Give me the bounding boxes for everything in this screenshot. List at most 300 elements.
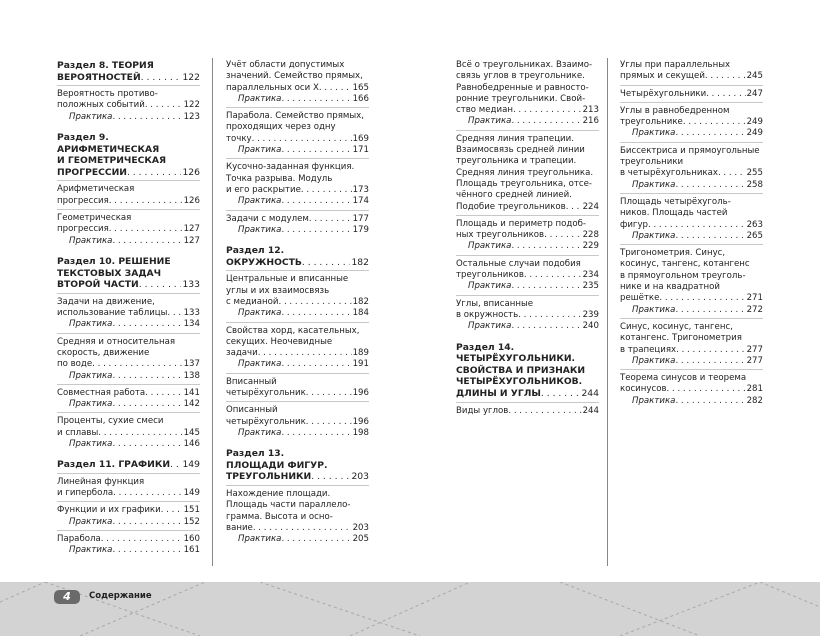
footer-title: Содержание bbox=[89, 591, 152, 601]
toc-entry-line bbox=[456, 156, 599, 167]
toc-entry-title: в прямоугольном треуголь- bbox=[620, 270, 746, 281]
practice-label: Практика bbox=[632, 128, 676, 139]
toc-entry-line bbox=[226, 245, 369, 257]
dot-leader bbox=[306, 388, 352, 399]
toc-page-number: 127 bbox=[183, 235, 200, 246]
toc-entry-title: Всё о треугольниках. Взаимо- bbox=[456, 60, 593, 70]
toc-entry-title: Центральные и вписанные bbox=[226, 274, 349, 285]
toc-entry-title: проходящих через одну bbox=[226, 122, 336, 133]
dot-leader bbox=[281, 94, 351, 105]
toc-entry[interactable] bbox=[456, 402, 599, 419]
dot-leader bbox=[675, 356, 745, 367]
toc-entry-line bbox=[620, 220, 763, 231]
toc-page-number: 224 bbox=[582, 201, 599, 212]
toc-page-number: 133 bbox=[182, 279, 200, 291]
toc-entry-line bbox=[57, 89, 200, 100]
toc-entry-title: треугольника и трапеции. bbox=[456, 156, 577, 167]
toc-entry-line bbox=[620, 384, 763, 395]
toc-page-number: 277 bbox=[746, 355, 763, 366]
dot-leader bbox=[112, 439, 182, 450]
toc-entry-title: ронние треугольники. Свой- bbox=[456, 93, 586, 104]
toc-entry[interactable] bbox=[456, 215, 599, 255]
toc-practice-entry[interactable] bbox=[57, 112, 200, 123]
toc-entry[interactable] bbox=[226, 158, 369, 209]
page-number-badge: 4 bbox=[54, 590, 80, 604]
dot-leader bbox=[683, 117, 746, 128]
toc-entry-title: Описанный bbox=[226, 405, 278, 416]
practice-label: Практика bbox=[69, 370, 113, 381]
dot-leader bbox=[281, 534, 351, 545]
toc-practice-entry[interactable] bbox=[57, 439, 200, 450]
toc-entry-line bbox=[226, 83, 369, 94]
toc-practice-entry[interactable] bbox=[456, 281, 599, 292]
toc-practice-entry[interactable] bbox=[226, 145, 369, 156]
practice-label: Практика bbox=[632, 355, 676, 366]
toc-entry-line bbox=[57, 388, 200, 399]
toc-page-number: 160 bbox=[183, 534, 200, 545]
toc-entry[interactable] bbox=[226, 401, 369, 441]
toc-entry-line bbox=[456, 219, 599, 230]
toc-entry-title: Углы при параллельных bbox=[620, 60, 731, 70]
toc-entry[interactable] bbox=[57, 530, 200, 559]
toc-page-number: 146 bbox=[183, 438, 200, 449]
toc-entry[interactable] bbox=[456, 130, 599, 215]
toc-entry[interactable] bbox=[620, 318, 763, 369]
toc-practice-entry[interactable] bbox=[226, 359, 369, 370]
dot-leader bbox=[301, 185, 352, 196]
toc-page-number: 249 bbox=[746, 117, 763, 128]
toc-page-number: 179 bbox=[352, 224, 369, 235]
toc-entry[interactable] bbox=[57, 473, 200, 502]
toc-page-number: 239 bbox=[582, 309, 599, 320]
toc-entry-title: Кусочно-заданная функция. bbox=[226, 162, 355, 173]
toc-entry[interactable] bbox=[57, 293, 200, 333]
column-divider bbox=[212, 58, 213, 566]
toc-entry-title: Теорема синусов и теорема bbox=[620, 373, 747, 384]
toc-entry-line bbox=[226, 71, 369, 82]
toc-page-number: 127 bbox=[183, 224, 200, 235]
toc-column-2 bbox=[226, 60, 369, 547]
toc-entry[interactable] bbox=[456, 295, 599, 335]
dot-leader bbox=[508, 406, 581, 417]
toc-entry[interactable] bbox=[57, 412, 200, 452]
dot-leader bbox=[252, 134, 352, 145]
toc-entry-line bbox=[226, 523, 369, 534]
toc-page-number: 203 bbox=[351, 471, 369, 483]
toc-entry-line bbox=[57, 505, 200, 516]
dot-leader bbox=[113, 488, 182, 499]
toc-entry[interactable] bbox=[226, 270, 369, 321]
toc-entry-line bbox=[620, 208, 763, 219]
toc-entry-title: треугольнике bbox=[620, 117, 683, 128]
toc-page-number: 149 bbox=[183, 488, 200, 499]
toc-entry-line bbox=[226, 337, 369, 348]
toc-entry-title: Учёт области допустимых bbox=[226, 60, 345, 70]
toc-practice-entry[interactable] bbox=[226, 94, 369, 105]
toc-page-number: 142 bbox=[183, 399, 200, 410]
dot-leader bbox=[112, 545, 182, 556]
toc-entry[interactable] bbox=[57, 180, 200, 209]
dot-leader bbox=[258, 348, 352, 359]
dot-leader bbox=[281, 308, 351, 319]
dot-leader bbox=[112, 517, 182, 528]
practice-label: Практика bbox=[468, 321, 512, 332]
toc-page-number: 216 bbox=[582, 116, 599, 127]
dot-leader bbox=[145, 100, 183, 111]
toc-entry-title: грамма. Высота и осно- bbox=[226, 511, 333, 522]
toc-entry-title: в окружность bbox=[456, 309, 519, 320]
toc-entry-title: углы и их взаимосвязь bbox=[226, 285, 330, 296]
toc-entry[interactable] bbox=[57, 501, 200, 530]
toc-entry-line bbox=[57, 196, 200, 207]
toc-entry-title: Площадь треугольника, отсе- bbox=[456, 178, 592, 189]
toc-page-number: 149 bbox=[182, 459, 200, 471]
toc-entry-title: Раздел 14. bbox=[456, 341, 515, 353]
toc-practice-entry[interactable] bbox=[57, 319, 200, 330]
dot-leader bbox=[541, 388, 581, 400]
toc-entry-title: и гипербола bbox=[57, 488, 114, 499]
toc-entry[interactable] bbox=[620, 102, 763, 142]
dot-leader bbox=[112, 399, 182, 410]
toc-entry-line bbox=[620, 373, 763, 384]
toc-entry-line bbox=[620, 333, 763, 344]
dot-leader bbox=[127, 167, 181, 179]
toc-entry[interactable] bbox=[620, 60, 763, 85]
toc-entry-line bbox=[57, 256, 200, 268]
toc-entry[interactable] bbox=[226, 60, 369, 107]
dot-leader bbox=[311, 471, 350, 483]
toc-entry-title: Взаимосвязь средней линии bbox=[456, 145, 585, 156]
toc-section-heading[interactable] bbox=[57, 125, 200, 180]
toc-entry-line bbox=[226, 174, 369, 185]
toc-entry-line bbox=[456, 259, 599, 270]
toc-entry-title: Углы, вписанные bbox=[456, 298, 534, 309]
dot-leader bbox=[109, 224, 183, 235]
practice-label: Практика bbox=[69, 516, 113, 527]
toc-entry-title: Раздел 11. ГРАФИКИ bbox=[57, 459, 171, 471]
toc-entry[interactable] bbox=[226, 322, 369, 373]
dot-leader bbox=[511, 116, 581, 127]
toc-entry[interactable] bbox=[620, 193, 763, 244]
toc-practice-entry[interactable] bbox=[456, 116, 599, 127]
dot-leader bbox=[281, 428, 351, 439]
toc-entry-title: Точка разрыва. Модуль bbox=[226, 173, 333, 184]
dot-leader bbox=[109, 196, 183, 207]
toc-entry-title: Тригонометрия. Синус, bbox=[620, 248, 726, 259]
toc-entry-line bbox=[226, 214, 369, 225]
dot-leader bbox=[718, 168, 746, 179]
toc-entry-line bbox=[620, 89, 763, 100]
toc-entry-line bbox=[620, 157, 763, 168]
toc-entry-title: Виды углов bbox=[456, 405, 509, 416]
toc-page-number: 134 bbox=[183, 319, 200, 330]
toc-entry-title: косинус, тангенс, котангенс bbox=[620, 259, 750, 270]
toc-entry-title: четырёхугольник bbox=[226, 388, 306, 399]
toc-practice-entry[interactable] bbox=[57, 399, 200, 410]
toc-page-number: 247 bbox=[746, 88, 763, 99]
toc-entry-title: Раздел 8. ТЕОРИЯ bbox=[57, 60, 154, 71]
toc-entry[interactable] bbox=[456, 60, 599, 130]
dot-leader bbox=[675, 231, 745, 242]
dot-leader bbox=[112, 112, 182, 123]
toc-entry[interactable] bbox=[226, 210, 369, 239]
toc-practice-entry[interactable] bbox=[226, 308, 369, 319]
toc-page-number: 249 bbox=[746, 128, 763, 139]
toc-page-number: 240 bbox=[582, 321, 599, 332]
toc-page-number: 126 bbox=[183, 195, 200, 206]
toc-entry-line bbox=[620, 271, 763, 282]
dot-leader bbox=[112, 371, 182, 382]
dot-leader bbox=[101, 534, 183, 545]
toc-entry-line bbox=[57, 100, 200, 111]
toc-entry-line bbox=[456, 230, 599, 241]
toc-entry-line bbox=[226, 297, 369, 308]
toc-entry-line bbox=[57, 488, 200, 499]
toc-entry-line bbox=[57, 337, 200, 348]
toc-entry-title: Проценты, сухие смеси bbox=[57, 416, 164, 427]
toc-page-number: 151 bbox=[183, 505, 200, 516]
toc-entry-line bbox=[57, 477, 200, 488]
toc-practice-entry[interactable] bbox=[57, 236, 200, 247]
toc-entry-title: Геометрическая bbox=[57, 213, 132, 224]
toc-entry-title: Арифметическая bbox=[57, 184, 135, 195]
toc-entry-line bbox=[226, 460, 369, 472]
toc-entry-line bbox=[57, 60, 200, 72]
toc-entry-title: Площадь части параллело- bbox=[226, 500, 351, 511]
toc-entry-line bbox=[226, 122, 369, 133]
toc-entry-title: прогрессия bbox=[57, 224, 109, 235]
toc-page-number: 165 bbox=[352, 82, 369, 93]
toc-entry-title: четырёхугольник bbox=[226, 416, 306, 427]
toc-entry-line bbox=[456, 145, 599, 156]
toc-entry[interactable] bbox=[226, 107, 369, 158]
toc-entry-title: скорость, движение bbox=[57, 347, 150, 358]
dot-leader bbox=[675, 396, 745, 407]
toc-entry-title: чённого средней линией. bbox=[456, 190, 572, 201]
toc-entry-line bbox=[456, 190, 599, 201]
toc-entry-line bbox=[620, 259, 763, 270]
toc-entry[interactable] bbox=[456, 255, 599, 295]
toc-entry-title: Площадь и периметр подоб- bbox=[456, 218, 587, 229]
toc-entry-line bbox=[456, 365, 599, 377]
toc-page-number: 282 bbox=[746, 395, 763, 406]
toc-entry-line bbox=[226, 388, 369, 399]
toc-practice-entry[interactable] bbox=[226, 428, 369, 439]
toc-entry-line bbox=[226, 326, 369, 337]
dot-leader bbox=[278, 297, 351, 308]
dot-leader bbox=[511, 321, 581, 332]
toc-entry-title: ВТОРОЙ ЧАСТИ bbox=[57, 279, 139, 291]
toc-entry-line bbox=[620, 60, 763, 71]
toc-page-number: 244 bbox=[582, 405, 599, 416]
toc-entry-line bbox=[620, 71, 763, 82]
toc-entry-line bbox=[456, 105, 599, 116]
toc-entry[interactable] bbox=[57, 209, 200, 249]
toc-page-number: 277 bbox=[746, 344, 763, 355]
toc-entry-title: Средняя и относительная bbox=[57, 336, 176, 347]
toc-column-3 bbox=[456, 60, 599, 419]
toc-practice-entry[interactable] bbox=[57, 545, 200, 556]
toc-entry[interactable] bbox=[620, 85, 763, 102]
toc-page-number: 258 bbox=[746, 179, 763, 190]
toc-entry-line bbox=[226, 405, 369, 416]
toc-page-number: 171 bbox=[352, 145, 369, 156]
toc-entry-title: нике и на квадратной bbox=[620, 282, 720, 293]
toc-practice-entry[interactable] bbox=[620, 305, 763, 316]
toc-entry-line bbox=[620, 322, 763, 333]
toc-page-number: 228 bbox=[582, 230, 599, 241]
toc-entry-title: Остальные случаи подобия bbox=[456, 258, 581, 269]
toc-entry-title: ТЕКСТОВЫХ ЗАДАЧ bbox=[57, 267, 162, 279]
toc-entry-title: и сплавы bbox=[57, 427, 99, 438]
dot-leader bbox=[675, 128, 745, 139]
dot-leader bbox=[309, 214, 352, 225]
practice-label: Практика bbox=[69, 319, 113, 330]
toc-entry[interactable] bbox=[57, 333, 200, 384]
toc-practice-entry[interactable] bbox=[226, 196, 369, 207]
toc-entry-title: и его раскрытие bbox=[226, 184, 301, 195]
toc-practice-entry[interactable] bbox=[620, 128, 763, 139]
toc-section-heading[interactable] bbox=[57, 452, 200, 473]
toc-entry-title: Раздел 9. bbox=[57, 132, 109, 144]
toc-practice-entry[interactable] bbox=[620, 396, 763, 407]
toc-page-number: 145 bbox=[183, 427, 200, 438]
toc-section-heading[interactable] bbox=[57, 249, 200, 293]
toc-entry-line bbox=[456, 299, 599, 310]
toc-entry[interactable] bbox=[57, 85, 200, 125]
dot-leader bbox=[518, 310, 581, 321]
toc-practice-entry[interactable] bbox=[57, 517, 200, 528]
toc-entry-line bbox=[456, 83, 599, 94]
toc-entry-line bbox=[57, 359, 200, 370]
dot-leader bbox=[139, 279, 182, 291]
practice-label: Практика bbox=[468, 241, 512, 252]
toc-entry-title: точку bbox=[226, 133, 252, 144]
toc-entry-line bbox=[57, 144, 200, 156]
toc-entry-line bbox=[226, 512, 369, 523]
practice-label: Практика bbox=[238, 145, 282, 156]
toc-entry-line bbox=[620, 248, 763, 259]
dot-leader bbox=[281, 359, 351, 370]
toc-page-number: 137 bbox=[183, 359, 200, 370]
toc-entry-line bbox=[456, 134, 599, 145]
practice-label: Практика bbox=[69, 438, 113, 449]
toc-entry-title: котангенс. Тригонометрия bbox=[620, 333, 742, 344]
toc-entry-line bbox=[226, 185, 369, 196]
toc-page-number: 281 bbox=[746, 384, 763, 395]
toc-practice-entry[interactable] bbox=[620, 356, 763, 367]
dot-leader bbox=[676, 345, 745, 356]
toc-page-number: 177 bbox=[352, 213, 369, 224]
toc-entry-line bbox=[226, 60, 369, 71]
toc-entry-title: ТРЕУГОЛЬНИКИ bbox=[226, 471, 312, 483]
toc-entry-title: Свойства хорд, касательных, bbox=[226, 325, 360, 336]
toc-section-heading[interactable] bbox=[456, 335, 599, 402]
dot-leader bbox=[281, 225, 351, 236]
toc-entry-line bbox=[57, 184, 200, 195]
toc-entry[interactable] bbox=[57, 384, 200, 413]
toc-entry-title: Раздел 13. bbox=[226, 448, 285, 460]
toc-entry-title: параллельных оси X bbox=[226, 82, 319, 93]
toc-entry-line bbox=[226, 162, 369, 173]
toc-entry-title: Средняя линия треугольника. bbox=[456, 167, 594, 178]
toc-entry-title: Функции и их графики bbox=[57, 505, 161, 516]
toc-entry-line bbox=[226, 471, 369, 483]
dot-leader bbox=[170, 459, 181, 471]
practice-label: Практика bbox=[238, 427, 282, 438]
toc-entry-line bbox=[57, 167, 200, 179]
dot-leader bbox=[511, 281, 581, 292]
toc-entry-line bbox=[226, 500, 369, 511]
toc-entry-title: Задачи на движение, bbox=[57, 296, 155, 307]
toc-entry-title: связь углов в треугольнике. bbox=[456, 71, 585, 82]
toc-practice-entry[interactable] bbox=[226, 225, 369, 236]
toc-entry-title: Нахождение площади. bbox=[226, 488, 331, 499]
toc-entry-title: с медианой bbox=[226, 296, 279, 307]
toc-entry-title: Задачи с модулем bbox=[226, 213, 309, 224]
toc-entry-line bbox=[226, 448, 369, 460]
toc-section-heading[interactable] bbox=[57, 60, 200, 85]
toc-entry-title: СВОЙСТВА И ПРИЗНАКИ bbox=[456, 364, 586, 376]
toc-page-number: 244 bbox=[581, 387, 599, 399]
toc-entry[interactable] bbox=[620, 369, 763, 409]
toc-page-number: 245 bbox=[746, 71, 763, 82]
toc-section-heading[interactable] bbox=[226, 238, 369, 270]
toc-entry-line bbox=[456, 353, 599, 365]
toc-entry[interactable] bbox=[226, 485, 369, 547]
toc-entry-title: задачи bbox=[226, 348, 258, 359]
toc-practice-entry[interactable] bbox=[456, 321, 599, 332]
toc-entry-title: положных событий bbox=[57, 100, 145, 111]
toc-entry[interactable] bbox=[620, 244, 763, 318]
toc-practice-entry[interactable] bbox=[456, 241, 599, 252]
toc-entry-title: Вписанный bbox=[226, 376, 277, 387]
toc-entry-line bbox=[226, 257, 369, 269]
practice-label: Практика bbox=[238, 534, 282, 545]
toc-entry-title: Вероятность противо- bbox=[57, 89, 158, 100]
toc-practice-entry[interactable] bbox=[226, 534, 369, 545]
toc-entry-line bbox=[620, 197, 763, 208]
practice-label: Практика bbox=[238, 308, 282, 319]
toc-entry-title: ЧЕТЫРЁХУГОЛЬНИКИ. bbox=[456, 353, 576, 365]
practice-label: Практика bbox=[69, 545, 113, 556]
toc-page-number: 184 bbox=[352, 308, 369, 319]
toc-practice-entry[interactable] bbox=[620, 180, 763, 191]
toc-entry-title: в четырёхугольниках bbox=[620, 168, 718, 179]
toc-entry[interactable] bbox=[620, 142, 763, 193]
toc-page-number: 122 bbox=[183, 100, 200, 111]
toc-practice-entry[interactable] bbox=[620, 231, 763, 242]
toc-entry[interactable] bbox=[226, 373, 369, 402]
toc-entry-line bbox=[57, 428, 200, 439]
toc-column-1 bbox=[57, 60, 200, 559]
toc-entry-line bbox=[57, 268, 200, 280]
toc-entry-line bbox=[620, 293, 763, 304]
toc-entry-line bbox=[456, 71, 599, 82]
toc-entry-title: ных треугольников bbox=[456, 230, 545, 241]
toc-entry-title: значений. Семейство прямых, bbox=[226, 71, 363, 82]
toc-section-heading[interactable] bbox=[226, 441, 369, 485]
toc-entry-line bbox=[57, 72, 200, 84]
toc-entry-title: Площадь четырёхуголь- bbox=[620, 196, 731, 207]
dot-leader bbox=[544, 230, 581, 241]
practice-label: Практика bbox=[238, 196, 282, 207]
dot-leader bbox=[112, 319, 182, 330]
toc-entry-line bbox=[620, 168, 763, 179]
toc-practice-entry[interactable] bbox=[57, 371, 200, 382]
dot-leader bbox=[98, 428, 182, 439]
toc-page-number: 196 bbox=[352, 388, 369, 399]
